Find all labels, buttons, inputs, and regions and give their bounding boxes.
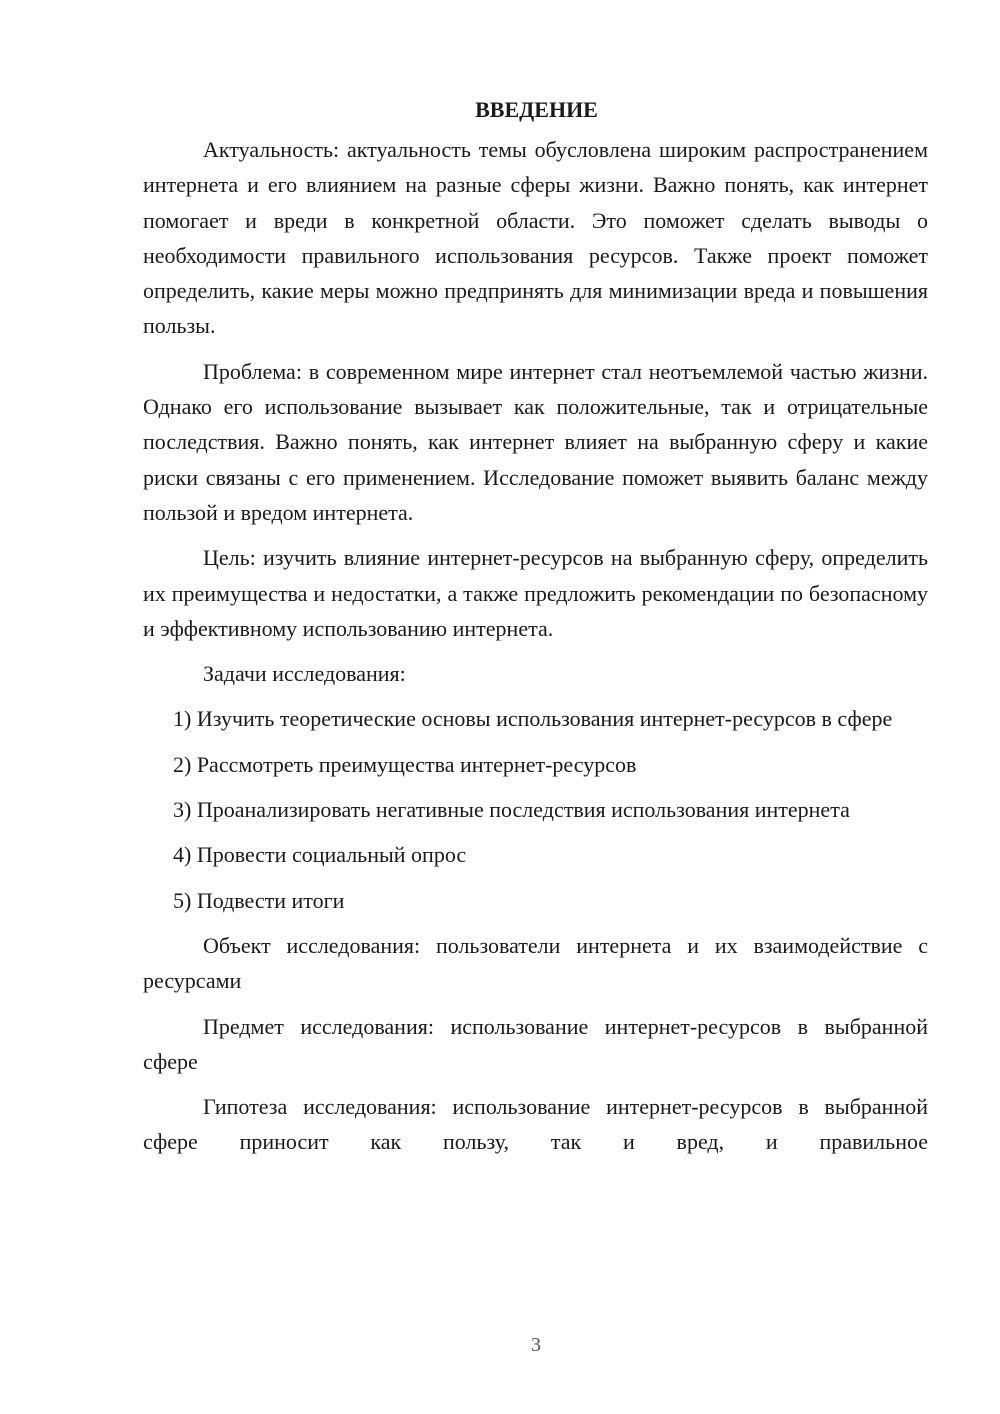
list-item: 5) Подвести итоги [173, 887, 345, 913]
list-item: 2) Рассмотреть преимущества интернет-ресурсов [173, 751, 637, 777]
page-number: 3 [531, 1334, 541, 1356]
paragraph-subject: Предмет исследования: использование интернет-ресурсов в выбранной сфере [143, 1013, 928, 1074]
paragraph-object: Объект исследования: пользователи интернета и их взаимодействие с ресурсами [143, 932, 928, 994]
tasks-list [143, 701, 928, 917]
list-item: 4) Провести социальный опрос [173, 842, 467, 868]
list-item: 3) Проанализировать негативные последствия использования интернета [173, 797, 850, 823]
paragraph-goal: Цель: изучить влияние интернет-ресурсов на выбранную сферу, определить их преимущества и недостатки, а также предложить рекомендации по безопасному и эффективному использованию интернета. [143, 545, 928, 641]
document-body [143, 94, 928, 1170]
tasks-heading: Задачи исследования: [203, 661, 406, 687]
paragraph-problem: Проблема: в современном мире интернет стал неотъемлемой частью жизни. Однако его использование вызывает как положительные, так и отрицательные последствия. Важно понять, как интернет влияет на выбранную сферу и какие риски связаны с его применением. Исследование поможет выявить баланс между пользой и вредом интернета. [143, 358, 928, 525]
paragraph-hypothesis: Гипотеза исследования: использование интернет-ресурсов в выбранной сфере приносит как пользу, так и вред, и правильное [143, 1094, 928, 1155]
paragraph-relevance: Актуальность: актуальность темы обусловлена широким распространением интернета и его влиянием на разные сферы жизни. Важно понять, как интернет помогает и вреди в конкретной области. Это поможет сделать выводы о необходимости правильного использования ресурсов. Также проект поможет определить, какие меры можно предпринять для минимизации вреда и повышения пользы. [143, 137, 928, 339]
page-title: ВВЕДЕНИЕ [475, 97, 598, 122]
list-item: 1) Изучить теоретические основы использования интернет-ресурсов в сфере [173, 706, 893, 732]
